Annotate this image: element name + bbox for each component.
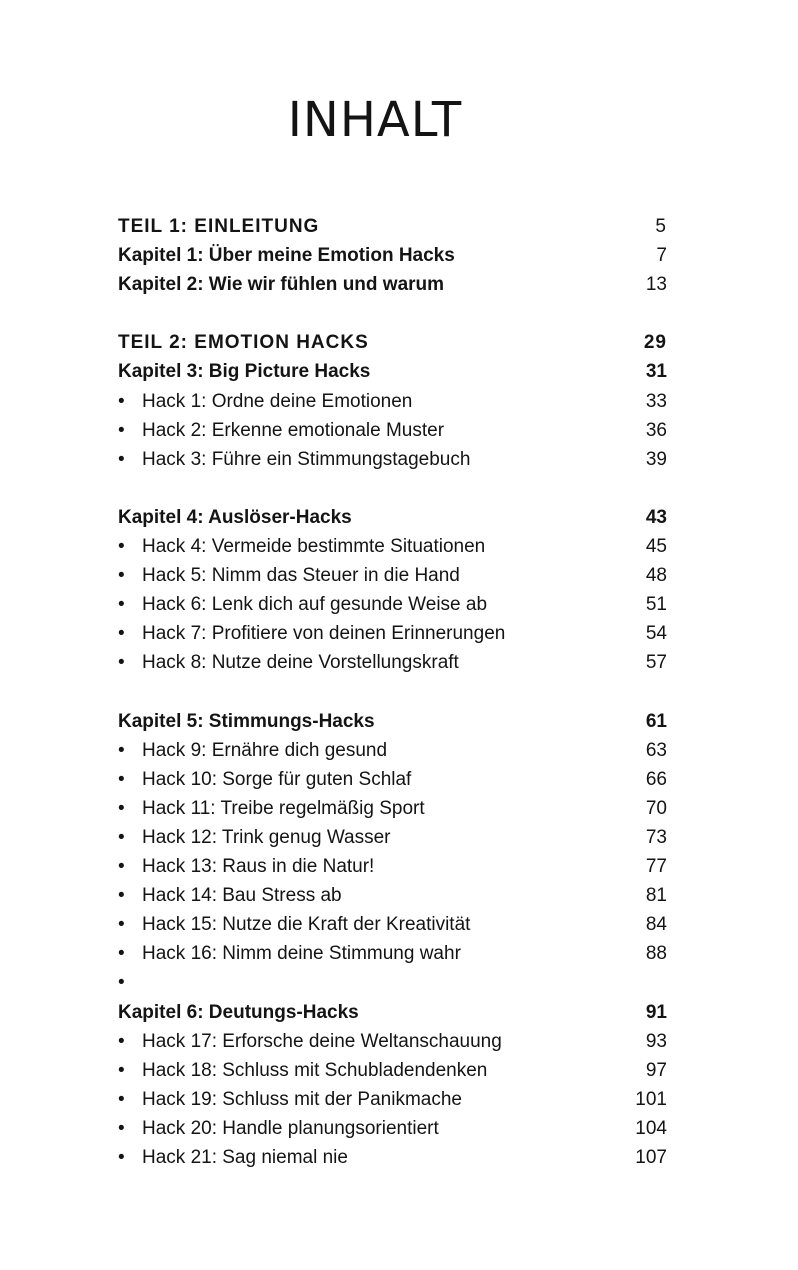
toc-entry-label: Hack 3: Führe ein Stimmungstagebuch: [142, 448, 471, 470]
toc-entry-label: Hack 7: Profitiere von deinen Erinnerungen: [142, 623, 506, 645]
toc-item: [118, 445, 667, 474]
bullet-icon: •: [118, 1059, 125, 1081]
toc-entry-label: Hack 17: Erforsche deine Weltanschauung: [142, 1030, 502, 1052]
toc-item: [118, 648, 667, 677]
toc-part: [118, 212, 667, 241]
bullet-icon: •: [118, 885, 125, 907]
toc-item: [118, 1114, 667, 1143]
toc-item: [118, 590, 667, 619]
bullet-icon: •: [118, 943, 125, 965]
toc-entry-page-number: 84: [645, 914, 667, 936]
bullet-icon: •: [118, 1088, 125, 1110]
toc-entry-page-number: 77: [645, 856, 667, 878]
toc-entry-label: TEIL 2: EMOTION HACKS: [118, 332, 369, 354]
toc-item: [118, 794, 667, 823]
bullet-icon: •: [118, 972, 125, 994]
toc-item: [118, 765, 667, 794]
page-title: INHALT: [287, 92, 463, 148]
bullet-icon: •: [118, 856, 125, 878]
toc-spacer: [118, 474, 667, 503]
toc-entry-page-number: 39: [645, 448, 667, 470]
bullet-icon: •: [118, 826, 125, 848]
toc-entry-label: Hack 13: Raus in die Natur!: [142, 856, 375, 878]
bullet-icon: •: [118, 768, 125, 790]
toc-entry-page-number: 63: [645, 739, 667, 761]
toc-entry-page-number: 66: [645, 768, 667, 790]
table-of-contents: [118, 212, 667, 1172]
toc-entry-page-number: 48: [645, 565, 667, 587]
toc-entry-label: Kapitel 2: Wie wir fühlen und warum: [118, 274, 445, 296]
bullet-icon: •: [118, 914, 125, 936]
toc-entry-label: Hack 19: Schluss mit der Panikmache: [142, 1088, 462, 1110]
toc-item: [118, 561, 667, 590]
toc-entry-label: Kapitel 5: Stimmungs-Hacks: [118, 710, 375, 732]
toc-entry-label: Kapitel 6: Deutungs-Hacks: [118, 1001, 359, 1023]
bullet-icon: •: [118, 623, 125, 645]
toc-item: [118, 1027, 667, 1056]
toc-item: [118, 939, 667, 968]
toc-entry-page-number: 97: [645, 1059, 667, 1081]
toc-entry-page-number: 31: [645, 361, 667, 383]
toc-item: [118, 1143, 667, 1172]
toc-entry-page-number: 45: [645, 536, 667, 558]
toc-chapter: [118, 503, 667, 532]
toc-entry-page-number: 5: [655, 216, 667, 237]
toc-part: [118, 328, 667, 357]
toc-entry-label: TEIL 1: EINLEITUNG: [118, 216, 320, 237]
toc-item: [118, 387, 667, 416]
toc-entry-page-number: 91: [645, 1001, 667, 1023]
toc-entry-label: Kapitel 1: Über meine Emotion Hacks: [118, 245, 455, 267]
toc-entry-label: Kapitel 4: Auslöser-Hacks: [118, 506, 352, 528]
toc-chapter: [118, 270, 667, 299]
toc-entry-page-number: 7: [656, 245, 667, 267]
toc-entry-page-number: 51: [645, 594, 667, 616]
bullet-icon: •: [118, 419, 125, 441]
bullet-icon: •: [118, 1030, 125, 1052]
toc-item: [118, 852, 667, 881]
toc-entry-page-number: 101: [635, 1088, 667, 1110]
toc-entry-label: Hack 12: Trink genug Wasser: [142, 826, 391, 848]
toc-entry-page-number: 88: [645, 943, 667, 965]
toc-entry-label: Hack 10: Sorge für guten Schlaf: [142, 768, 412, 790]
toc-entry-page-number: 81: [645, 885, 667, 907]
toc-spacer: [118, 678, 667, 707]
toc-item: [118, 1056, 667, 1085]
toc-item: [118, 881, 667, 910]
toc-entry-page-number: 107: [635, 1147, 667, 1168]
toc-entry-page-number: 36: [645, 419, 667, 441]
bullet-icon: •: [118, 565, 125, 587]
bullet-icon: •: [118, 536, 125, 558]
toc-entry-label: Hack 14: Bau Stress ab: [142, 885, 342, 907]
toc-entry-page-number: 73: [645, 826, 667, 848]
bullet-icon: •: [118, 448, 125, 470]
toc-entry-label: Hack 4: Vermeide bestimmte Situationen: [142, 536, 486, 558]
toc-entry-page-number: 104: [635, 1117, 667, 1139]
toc-entry-page-number: 54: [645, 623, 667, 645]
bullet-icon: •: [118, 739, 125, 761]
toc-item: [118, 736, 667, 765]
toc-entry-label: Hack 16: Nimm deine Stimmung wahr: [142, 943, 461, 965]
toc-item: [118, 416, 667, 445]
toc-chapter: [118, 357, 667, 386]
toc-entry-page-number: 70: [645, 797, 667, 819]
toc-entry-page-number: 33: [645, 390, 667, 412]
toc-entry-label: Hack 8: Nutze deine Vorstellungskraft: [142, 652, 459, 674]
toc-chapter: [118, 998, 667, 1027]
toc-entry-label: Hack 11: Treibe regelmäßig Sport: [142, 797, 425, 819]
toc-entry-label: Hack 6: Lenk dich auf gesunde Weise ab: [142, 594, 488, 616]
toc-entry-label: Hack 15: Nutze die Kraft der Kreativität: [142, 914, 471, 936]
toc-item: [118, 532, 667, 561]
toc-chapter: [118, 707, 667, 736]
bullet-icon: •: [118, 1147, 125, 1168]
toc-entry-label: Kapitel 3: Big Picture Hacks: [118, 361, 371, 383]
toc-entry-label: Hack 18: Schluss mit Schubladendenken: [142, 1059, 488, 1081]
toc-entry-page-number: 57: [645, 652, 667, 674]
toc-entry-page-number: 13: [645, 274, 667, 296]
toc-entry-page-number: 29: [643, 332, 667, 354]
toc-entry-page-number: 93: [645, 1030, 667, 1052]
toc-item: [118, 910, 667, 939]
toc-item: [118, 619, 667, 648]
toc-entry-page-number: 43: [645, 506, 667, 528]
toc-entry-label: Hack 1: Ordne deine Emotionen: [142, 390, 413, 412]
toc-item: [118, 968, 667, 997]
bullet-icon: •: [118, 797, 125, 819]
bullet-icon: •: [118, 390, 125, 412]
toc-entry-label: Hack 21: Sag niemal nie: [142, 1147, 348, 1168]
toc-item: [118, 823, 667, 852]
toc-entry-page-number: 61: [645, 710, 667, 732]
bullet-icon: •: [118, 594, 125, 616]
toc-entry-label: Hack 2: Erkenne emotionale Muster: [142, 419, 445, 441]
toc-spacer: [118, 299, 667, 328]
toc-item: [118, 1085, 667, 1114]
bullet-icon: •: [118, 1117, 125, 1139]
bullet-icon: •: [118, 652, 125, 674]
toc-entry-label: Hack 20: Handle planungsorientiert: [142, 1117, 439, 1139]
toc-entry-label: Hack 9: Ernähre dich gesund: [142, 739, 388, 761]
toc-entry-label: Hack 5: Nimm das Steuer in die Hand: [142, 565, 460, 587]
toc-chapter: [118, 241, 667, 270]
